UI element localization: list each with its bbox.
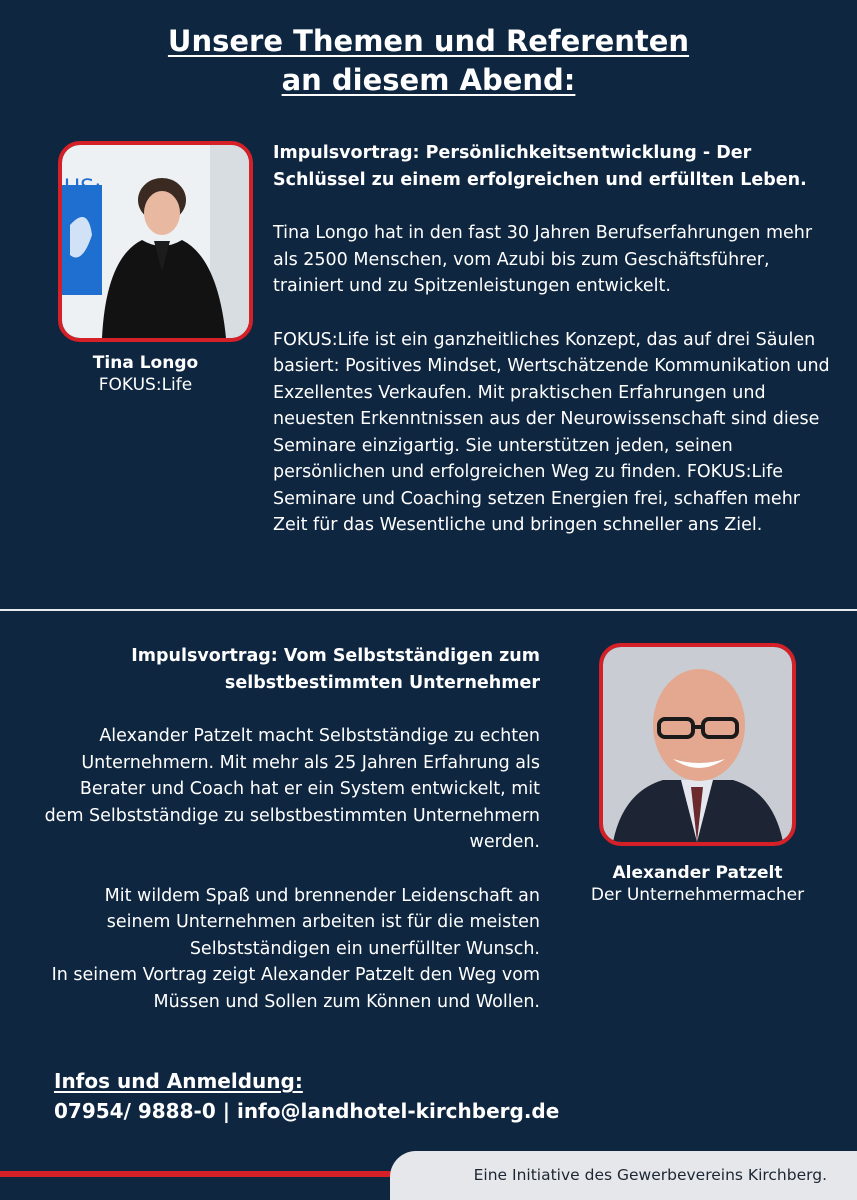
speaker1-name: Tina Longo	[92, 353, 199, 373]
speaker2-talk-title-line2: selbstbestimmten Unternehmer	[224, 672, 540, 693]
section-divider	[0, 609, 857, 611]
contact-details[interactable]: 07954/ 9888-0 | info@landhotel-kirchberg.de	[54, 1099, 560, 1123]
speaker2-talk	[40, 643, 540, 1015]
photo-backdrop-text: US:	[64, 176, 102, 201]
footer-accent-line	[0, 1171, 420, 1177]
speaker1-photo	[58, 141, 253, 342]
speaker2-role: Der Unternehmermacher	[590, 885, 805, 905]
speaker2-talk-title-line1: Impulsvortrag: Vom Selbstständigen zum	[131, 646, 540, 666]
contact-block	[54, 1066, 559, 1126]
page-title	[0, 22, 857, 100]
footer	[390, 1151, 857, 1200]
speaker1-paragraph-2: FOKUS:Life ist ein ganzheitliches Konzept, das auf drei Säulen basiert: Positives Mindset, Wertschätzende Kommunikation und Exzellentes Verkaufen. Mit praktischen Erfahrungen und neuesten Erkenntnissen aus der Neurowissenschaft sind diese Seminare einzigartig. Sie unterstützen jeden, seinen persönlichen und erfolgreichen Weg zu finden. FOKUS:Life Seminare und Coaching setzen Energien frei, schaffen mehr Zeit für das Wesentliche und bringen schneller ans Ziel.	[273, 329, 830, 535]
speaker2-paragraph-1: Alexander Patzelt macht Selbstständige zu echten Unternehmern. Mit mehr als 25 Jahren Erfahrung als Berater und Coach hat er ein System entwickelt, mit dem Selbstständige zu selbstbestimmten Unternehmern werden.	[44, 726, 540, 852]
footer-text: Eine Initiative des Gewerbevereins Kirchberg.	[473, 1166, 827, 1184]
speaker2-paragraph-2b: In seinem Vortrag zeigt Alexander Patzelt den Weg vom Müssen und Sollen zum Können und Wollen.	[51, 965, 540, 1012]
speaker1-company: FOKUS:Life	[98, 375, 193, 395]
contact-label: Infos und Anmeldung:	[54, 1069, 303, 1093]
page-title-line1: Unsere Themen und Referenten	[167, 24, 690, 58]
speaker2-caption	[560, 862, 835, 906]
speaker1-caption	[58, 352, 233, 396]
speaker2-paragraph-2a: Mit wildem Spaß und brennender Leidenschaft an seinem Unternehmen arbeiten ist für die meisten Selbstständigen ein unerfüllter Wunsch.	[104, 885, 540, 959]
speaker2-name: Alexander Patzelt	[612, 863, 783, 883]
speaker1-talk-title: Impulsvortrag: Persönlichkeitsentwicklung - Der Schlüssel zu einem erfolgreichen und erfüllten Leben.	[273, 143, 807, 190]
speaker1-paragraph-1: Tina Longo hat in den fast 30 Jahren Berufserfahrungen mehr als 2500 Menschen, vom Azubi bis zum Geschäftsführer, trainiert und zu Spitzenleistungen entwickelt.	[273, 223, 813, 296]
speaker1-talk	[273, 140, 833, 539]
page-title-line2: an diesem Abend:	[281, 63, 576, 97]
speaker2-photo	[599, 643, 796, 846]
